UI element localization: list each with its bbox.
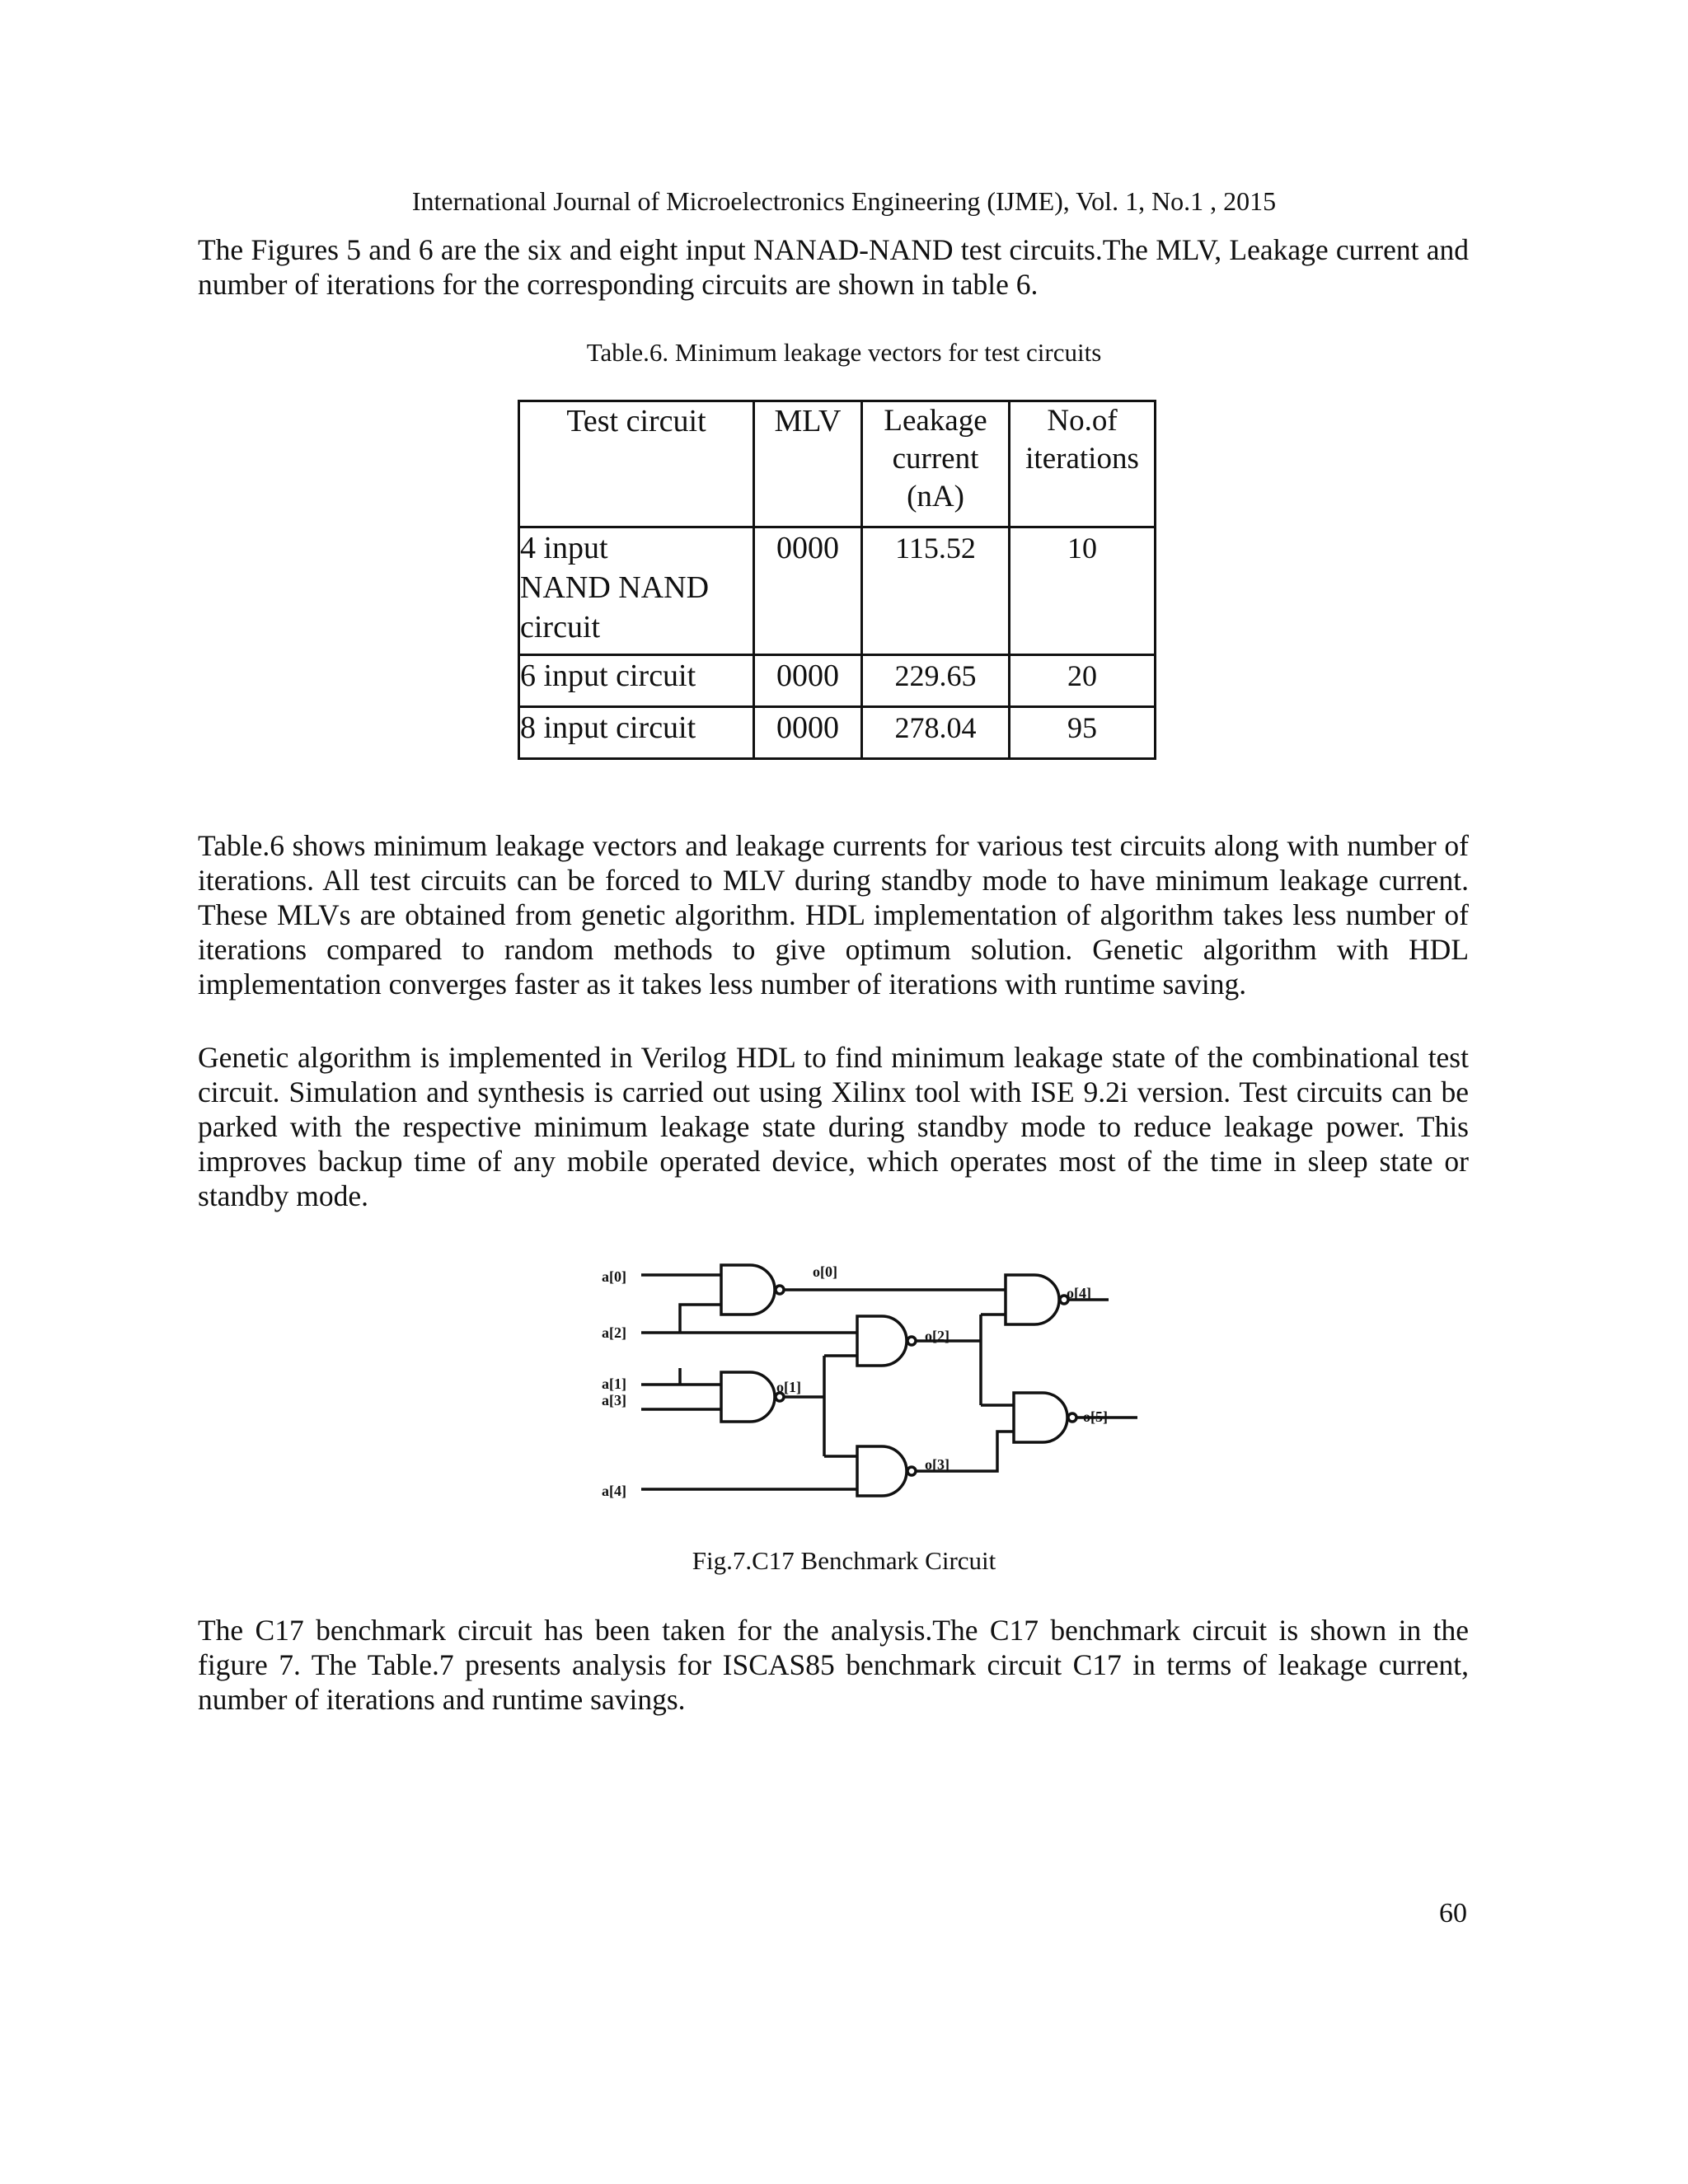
- input-label-a1: a[1]: [602, 1376, 626, 1392]
- circuit-wires: [641, 1275, 1137, 1489]
- output-label-o4: o[4]: [1067, 1285, 1091, 1301]
- cell-circuit-line1: 4 input: [520, 531, 608, 565]
- cell-iterations: 95: [1010, 707, 1156, 759]
- header-iterations-line2: iterations: [1025, 442, 1139, 476]
- header-iterations-line1: No.of: [1047, 404, 1118, 438]
- cell-leakage: 229.65: [862, 655, 1010, 707]
- table-caption: Table.6. Minimum leakage vectors for test circuits: [586, 338, 1102, 367]
- cell-leakage: 278.04: [862, 707, 1010, 759]
- paragraph-ga-verilog: Genetic algorithm is implemented in Verilog HDL to find minimum leakage state of the combinational test circuit. Simulation and synthesis is carried out using Xilinx tool with ISE 9.2i version. Test circuits can be parked with the respective minimum leakage state during standby mode to reduce leakage power. This improves backup time of any mobile operated device, which operates most of the time in sleep state or standby mode.: [198, 1041, 1469, 1212]
- inversion-bubble-g3: [907, 1337, 916, 1345]
- output-label-o0: o[0]: [813, 1263, 837, 1280]
- header-leakage-line2: current: [892, 442, 979, 476]
- nand-gate-g1: [721, 1265, 775, 1315]
- header-test-circuit: Test circuit: [519, 401, 754, 527]
- nand-gate-g5: [1006, 1275, 1059, 1324]
- paragraph-c17: The C17 benchmark circuit has been taken for the analysis.The C17 benchmark circuit is shown in the figure 7. The Table.7 presents analysis for ISCAS85 benchmark circuit C17 in terms of leakage current, number of iterations and runtime savings.: [198, 1614, 1469, 1716]
- cell-circuit-line3: circuit: [520, 610, 601, 644]
- table-row: [519, 655, 1156, 707]
- page-number: 60: [1439, 1898, 1467, 1929]
- nand-gate-g6: [1014, 1393, 1067, 1442]
- output-label-o2: o[2]: [925, 1328, 950, 1344]
- c17-circuit-diagram: [593, 1240, 1154, 1521]
- header-leakage-line1: Leakage: [884, 404, 987, 438]
- inversion-bubble-g4: [907, 1467, 916, 1475]
- cell-iterations: 10: [1010, 527, 1156, 655]
- output-label-o1: o[1]: [776, 1379, 801, 1395]
- cell-circuit: 8 input circuit: [519, 707, 754, 759]
- journal-header: International Journal of Microelectronics Engineering (IJME), Vol. 1, No.1 , 2015: [411, 186, 1277, 216]
- inversion-bubble-g5: [1060, 1296, 1068, 1304]
- cell-mlv: 0000: [754, 655, 862, 707]
- table-header-row: [519, 401, 1156, 527]
- nand-gate-g3: [857, 1316, 907, 1366]
- leakage-table: [518, 400, 1156, 760]
- input-label-a4: a[4]: [602, 1483, 626, 1499]
- header-iterations: [1010, 401, 1156, 527]
- inversion-bubble-g2: [776, 1393, 784, 1401]
- cell-circuit-line2: NAND NAND: [520, 570, 710, 605]
- cell-circuit: 6 input circuit: [519, 655, 754, 707]
- output-label-o3: o[3]: [925, 1456, 950, 1473]
- input-label-a2: a[2]: [602, 1324, 626, 1341]
- figure-caption: Fig.7.C17 Benchmark Circuit: [692, 1546, 996, 1575]
- header-mlv: MLV: [754, 401, 862, 527]
- input-label-a3: a[3]: [602, 1392, 626, 1408]
- table-row: [519, 527, 1156, 655]
- nand-gate-g2: [721, 1372, 775, 1422]
- inversion-bubble-g6: [1068, 1413, 1076, 1422]
- paragraph-intro: The Figures 5 and 6 are the six and eight input NANAD-NAND test circuits.The MLV, Leakage current and number of iterations for the corresponding circuits are shown in table 6.: [198, 233, 1469, 301]
- input-label-a0: a[0]: [602, 1268, 626, 1285]
- header-leakage-current: [862, 401, 1010, 527]
- cell-leakage: 115.52: [862, 527, 1010, 655]
- cell-iterations: 20: [1010, 655, 1156, 707]
- nand-gate-g4: [857, 1446, 907, 1496]
- cell-mlv: 0000: [754, 527, 862, 655]
- table-row: [519, 707, 1156, 759]
- paragraph-table-discussion: Table.6 shows minimum leakage vectors and leakage currents for various test circuits along with number of iterations. All test circuits can be forced to MLV during standby mode to have minimum leakage current. These MLVs are obtained from genetic algorithm. HDL implementation of algorithm takes less number of iterations compared to random methods to give optimum solution. Genetic algorithm with HDL implementation converges faster as it takes less number of iterations with runtime saving.: [198, 829, 1469, 1001]
- header-leakage-line3: (nA): [907, 480, 964, 513]
- inversion-bubble-g1: [776, 1286, 784, 1294]
- cell-circuit: [519, 527, 754, 655]
- cell-mlv: 0000: [754, 707, 862, 759]
- output-label-o5: o[5]: [1083, 1408, 1108, 1425]
